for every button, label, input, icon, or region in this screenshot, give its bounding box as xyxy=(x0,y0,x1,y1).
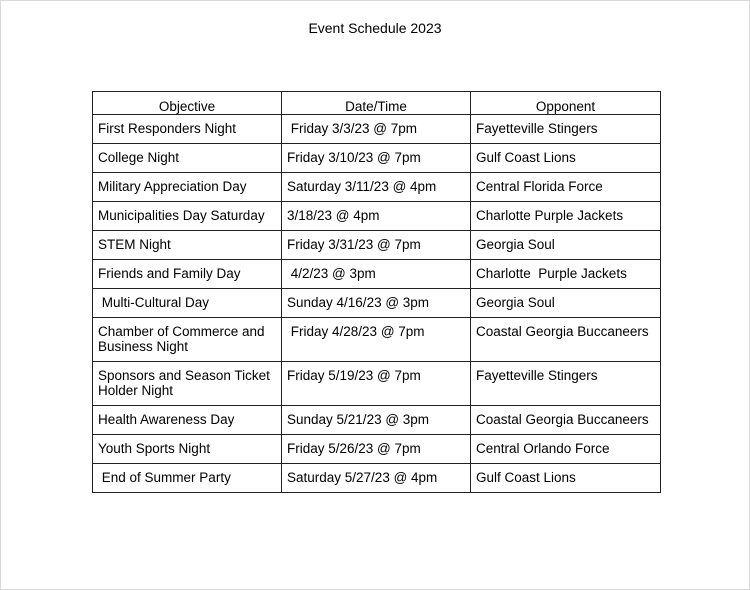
cell-opponent: Fayetteville Stingers xyxy=(471,362,661,406)
cell-opponent: Georgia Soul xyxy=(471,231,661,260)
cell-datetime: Sunday 5/21/23 @ 3pm xyxy=(282,406,471,435)
cell-datetime: Friday 3/3/23 @ 7pm xyxy=(282,115,471,144)
table-row xyxy=(93,289,661,318)
cell-datetime: Friday 3/10/23 @ 7pm xyxy=(282,144,471,173)
cell-objective: Chamber of Commerce and Business Night xyxy=(93,318,282,362)
table-row xyxy=(93,406,661,435)
cell-opponent: Charlotte Purple Jackets xyxy=(471,202,661,231)
cell-datetime: 3/18/23 @ 4pm xyxy=(282,202,471,231)
column-header-objective: Objective xyxy=(93,92,282,115)
cell-objective: Military Appreciation Day xyxy=(93,173,282,202)
table-row xyxy=(93,464,661,493)
cell-opponent: Coastal Georgia Buccaneers xyxy=(471,406,661,435)
cell-datetime: Sunday 4/16/23 @ 3pm xyxy=(282,289,471,318)
table-row xyxy=(93,260,661,289)
cell-objective: Sponsors and Season Ticket Holder Night xyxy=(93,362,282,406)
cell-objective: Municipalities Day Saturday xyxy=(93,202,282,231)
cell-opponent: Central Florida Force xyxy=(471,173,661,202)
cell-objective: Youth Sports Night xyxy=(93,435,282,464)
table-row xyxy=(93,318,661,362)
event-schedule-table xyxy=(92,91,661,493)
cell-opponent: Fayetteville Stingers xyxy=(471,115,661,144)
table-row xyxy=(93,115,661,144)
cell-opponent: Gulf Coast Lions xyxy=(471,464,661,493)
cell-objective: First Responders Night xyxy=(93,115,282,144)
table-row xyxy=(93,173,661,202)
cell-datetime: Saturday 5/27/23 @ 4pm xyxy=(282,464,471,493)
table-row xyxy=(93,435,661,464)
cell-objective: Multi-Cultural Day xyxy=(93,289,282,318)
table-row xyxy=(93,362,661,406)
table-header-row xyxy=(93,92,661,115)
cell-opponent: Charlotte Purple Jackets xyxy=(471,260,661,289)
cell-objective: Health Awareness Day xyxy=(93,406,282,435)
cell-objective: STEM Night xyxy=(93,231,282,260)
cell-opponent: Central Orlando Force xyxy=(471,435,661,464)
cell-opponent: Coastal Georgia Buccaneers xyxy=(471,318,661,362)
cell-opponent: Gulf Coast Lions xyxy=(471,144,661,173)
cell-datetime: Saturday 3/11/23 @ 4pm xyxy=(282,173,471,202)
cell-opponent: Georgia Soul xyxy=(471,289,661,318)
column-header-opponent: Opponent xyxy=(471,92,661,115)
cell-datetime: Friday 5/19/23 @ 7pm xyxy=(282,362,471,406)
table-row xyxy=(93,231,661,260)
cell-objective: End of Summer Party xyxy=(93,464,282,493)
table-row xyxy=(93,144,661,173)
table-row xyxy=(93,202,661,231)
cell-datetime: 4/2/23 @ 3pm xyxy=(282,260,471,289)
cell-datetime: Friday 4/28/23 @ 7pm xyxy=(282,318,471,362)
cell-objective: College Night xyxy=(93,144,282,173)
document-title: Event Schedule 2023 xyxy=(308,20,442,36)
cell-objective: Friends and Family Day xyxy=(93,260,282,289)
cell-datetime: Friday 5/26/23 @ 7pm xyxy=(282,435,471,464)
table-body xyxy=(93,115,661,493)
cell-datetime: Friday 3/31/23 @ 7pm xyxy=(282,231,471,260)
column-header-datetime: Date/Time xyxy=(282,92,471,115)
